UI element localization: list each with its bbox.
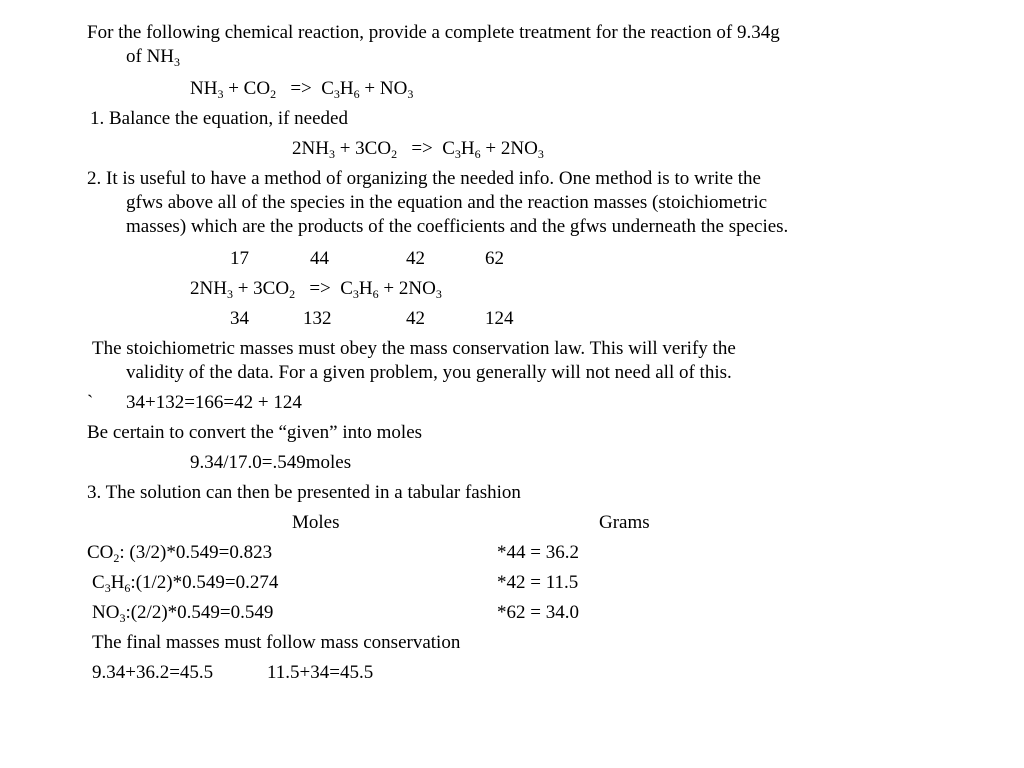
step-1-text: 1. Balance the equation, if needed xyxy=(90,108,348,129)
step-2-line-2: gfws above all of the species in the equation and the reaction masses (stoichiometric xyxy=(126,192,768,213)
table-row-no3-moles: $NO_3:(2/2)*0.549=0.549$ xyxy=(92,602,274,625)
check-bullet: ` xyxy=(87,392,94,413)
gfw-nh3: 17 xyxy=(230,248,249,269)
table-row-c3h6-grams: *42 = 11.5 xyxy=(497,572,579,593)
table-header-grams: Grams xyxy=(599,512,650,533)
mass-c3h6: 42 xyxy=(406,308,425,329)
final-equation-products: 11.5+34=45.5 xyxy=(267,662,374,683)
convert-text: Be certain to convert the “given” into moles xyxy=(87,422,423,443)
moles-calculation: 9.34/17.0=.549moles xyxy=(190,452,352,473)
gfw-co2: 44 xyxy=(310,248,329,269)
reaction-unbalanced: $NH_3 + CO_2 => C_3H_6 + NO_3$ xyxy=(190,78,414,101)
mass-no3: 124 xyxy=(485,308,514,329)
table-row-no3-grams: *62 = 34.0 xyxy=(497,602,579,623)
reaction-with-masses: $2NH_3 + 3CO_2 => C_3H_6 + 2NO_3$ xyxy=(190,278,442,301)
reaction-balanced: $2NH_3 + 3CO_2 => C_3H_6 + 2NO_3$ xyxy=(292,138,544,161)
gfw-c3h6: 42 xyxy=(406,248,425,269)
gfw-no3: 62 xyxy=(485,248,504,269)
mass-co2: 132 xyxy=(303,308,332,329)
intro-line-2: of $NH_3$ xyxy=(126,46,181,69)
table-row-co2-grams: *44 = 36.2 xyxy=(497,542,579,563)
final-note: The final masses must follow mass conservation xyxy=(92,632,461,653)
conservation-line-1: The stoichiometric masses must obey the mass conservation law. This will verify the xyxy=(92,338,736,359)
table-row-co2-moles: $CO_2$: (3/2)*0.549=0.823 xyxy=(87,542,273,565)
check-equation: 34+132=166=42 + 124 xyxy=(126,392,302,413)
conservation-line-2: validity of the data. For a given problem, you generally will not need all of this. xyxy=(126,362,732,383)
table-header-moles: Moles xyxy=(292,512,340,533)
step-2-line-1: 2. It is useful to have a method of organizing the needed info. One method is to write the xyxy=(87,168,761,189)
final-equation-reactants: 9.34+36.2=45.5 xyxy=(92,662,214,683)
step-3-text: 3. The solution can then be presented in a tabular fashion xyxy=(87,482,521,503)
table-row-c3h6-moles: $C_3H_6:(1/2)*0.549=0.274$ xyxy=(92,572,279,595)
intro-line-1: For the following chemical reaction, provide a complete treatment for the reaction of 9.34g xyxy=(87,22,780,43)
step-2-line-3: masses) which are the products of the coefficients and the gfws underneath the species. xyxy=(126,216,789,237)
mass-nh3: 34 xyxy=(230,308,249,329)
